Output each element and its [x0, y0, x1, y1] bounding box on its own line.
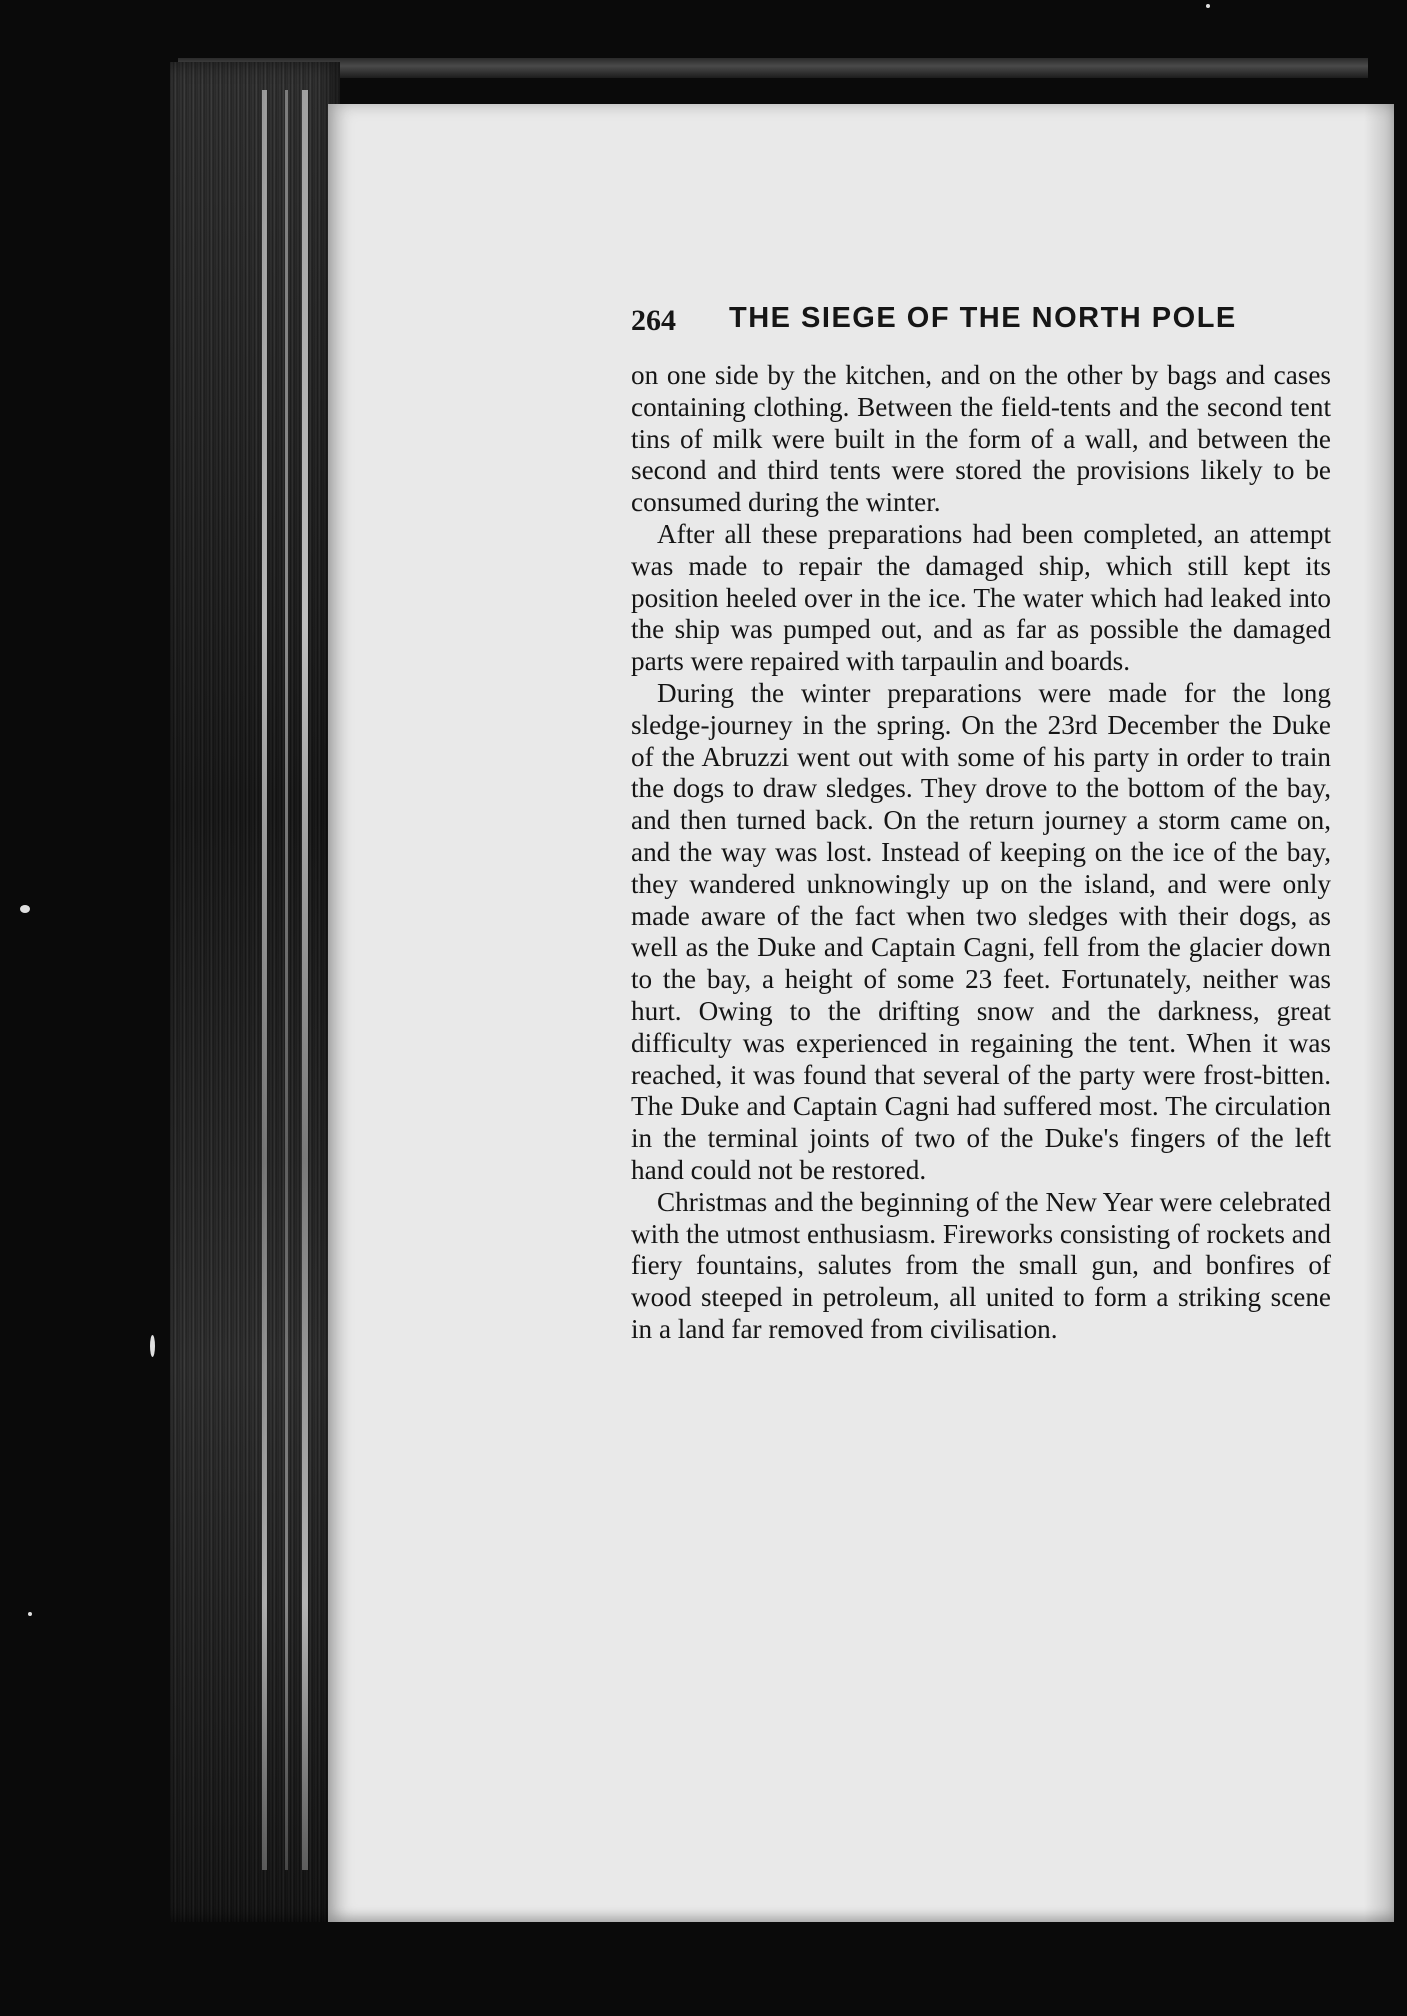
dust-speck [1206, 4, 1210, 8]
paragraph: After all these preparations had been completed, an attempt was made to repair the damaged ship, which still kept its position heeled over in the ice. The water which had leaked into the ship was pumped out, and as far as possible the damaged parts were repaired with tarpaulin and boards. [631, 518, 1331, 677]
page-edge-highlight [285, 90, 288, 1870]
page-edge-highlight [262, 90, 267, 1870]
book-page [328, 104, 1394, 1922]
dust-speck [150, 1335, 155, 1357]
page-shadow [1364, 104, 1394, 1922]
paragraph: Christmas and the beginning of the New Year were celebrated with the utmost enthusiasm. Fireworks consisting of rockets and fiery fountains, salutes from the small gun, and bonfires of wood steeped in petroleum, all united to form a striking scene in a land far removed from civilisation. [631, 1186, 1331, 1344]
dust-speck [28, 1612, 32, 1616]
page-number: 264 [631, 304, 676, 337]
running-head [631, 300, 1331, 340]
book-top-edge [178, 58, 1368, 78]
paragraph: on one side by the kitchen, and on the other by bags and cases containing clothing. Between the field-tents and the second tent tins of milk were built in the form of a wall, and between the second and third tents were stored the provisions likely to be consumed during the winter. [631, 360, 1331, 518]
page-edge-highlight [302, 90, 308, 1870]
dust-speck [20, 905, 30, 913]
body-text [631, 360, 1331, 1346]
running-title: THE SIEGE OF THE NORTH POLE [729, 302, 1237, 334]
book-page-edges [170, 62, 340, 1922]
paragraph: During the winter preparations were made for the long sledge-journey in the spring. On the 23rd December the Duke of the Abruzzi went out with some of his party in order to train the dogs to draw sledges. They drove to the bottom of the bay, and then turned back. On the return journey a storm came on, and the way was lost. Instead of keeping on the ice of the bay, they wandered unknowingly up on the island, and were only made aware of the fact when two sledges with their dogs, as well as the Duke and Captain Cagni, fell from the glacier down to the bay, a height of some 23 feet. Fortunately, neither was hurt. Owing to the drifting snow and the darkness, great difficulty was experienced in regaining the tent. When it was reached, it was found that several of the party were frost-bitten. The Duke and Captain Cagni had suffered most. The circulation in the terminal joints of two of the Duke's fingers of the left hand could not be restored. [631, 677, 1331, 1185]
